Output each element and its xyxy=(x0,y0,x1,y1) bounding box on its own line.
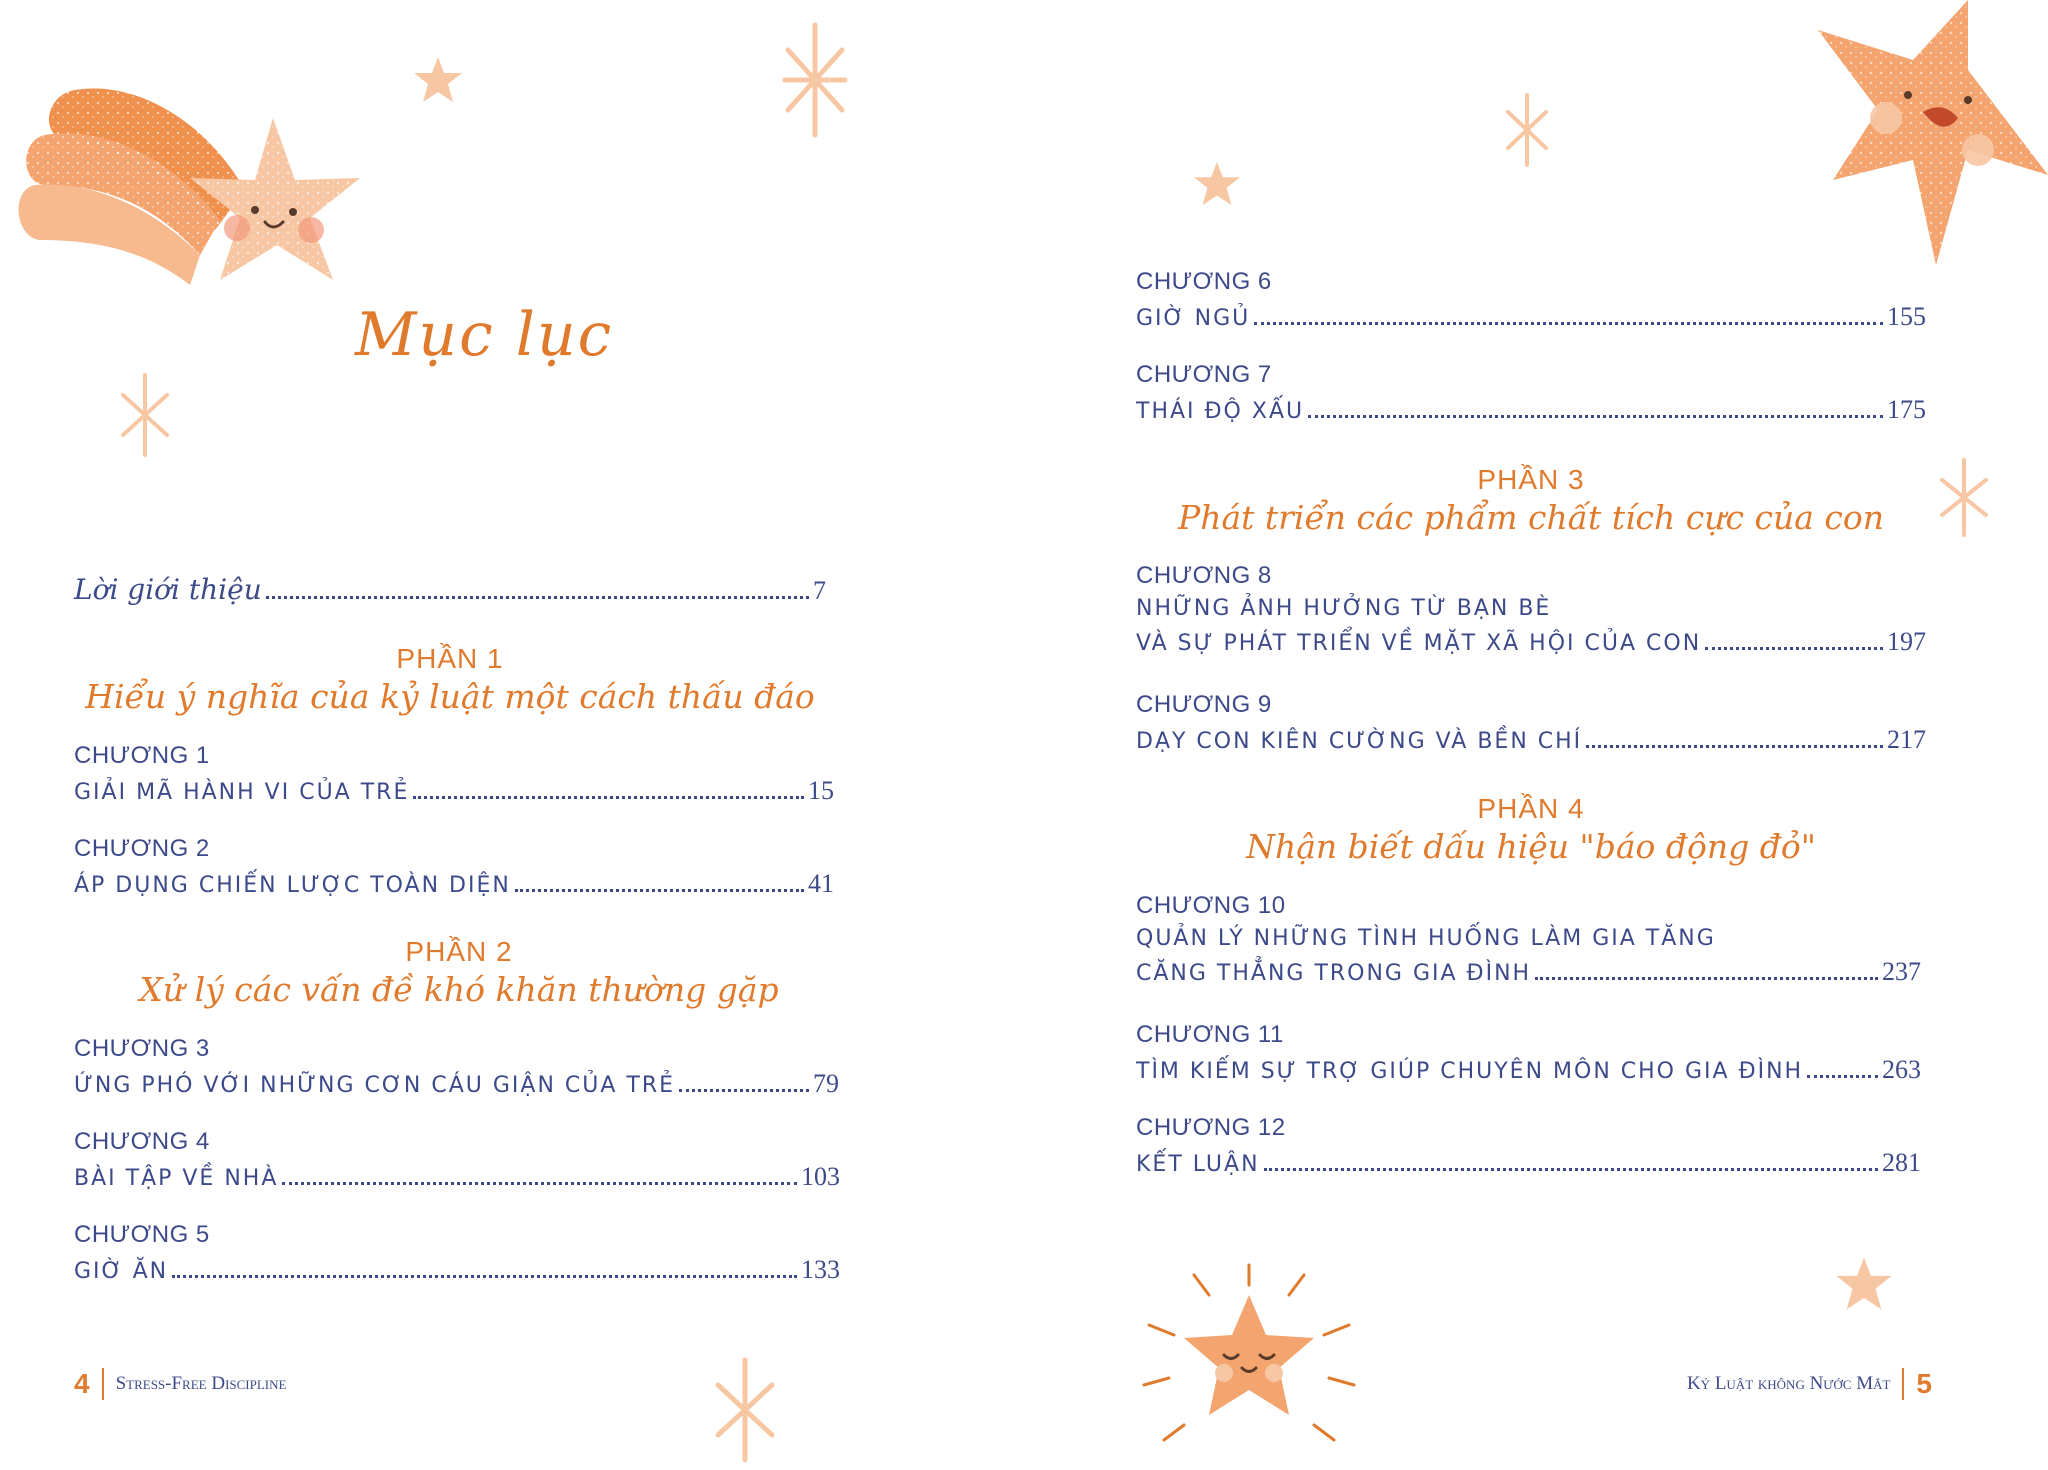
part-number: PHẦN 2 xyxy=(405,936,513,967)
toc-entry-chapter-11[interactable] xyxy=(1136,1021,1921,1085)
part-heading-4 xyxy=(1136,793,1926,866)
toc-page-number: 281 xyxy=(1882,1148,1921,1177)
toc-entry-chapter-12[interactable] xyxy=(1136,1114,1921,1178)
toc-page-number: 175 xyxy=(1887,395,1926,424)
dot-leader xyxy=(1254,322,1883,325)
toc-entry-chapter-1[interactable] xyxy=(74,742,834,806)
dot-leader xyxy=(1586,745,1883,748)
chapter-title: VÀ SỰ PHÁT TRIỂN VỀ MẶT XÃ HỘI CỦA CON xyxy=(1136,631,1702,656)
sparkle-icon xyxy=(115,370,175,460)
toc-entry-chapter-8[interactable] xyxy=(1136,562,1926,657)
part-title: Hiểu ý nghĩa của kỷ luật một cách thấu đáo xyxy=(85,677,815,716)
part-heading-2 xyxy=(74,936,844,1009)
toc-entry-chapter-9[interactable] xyxy=(1136,691,1926,755)
toc-entry-chapter-10[interactable] xyxy=(1136,892,1921,987)
left-page xyxy=(0,0,1024,1469)
sleeping-star-icon xyxy=(1124,1260,1374,1470)
chapter-title: ÁP DỤNG CHIẾN LƯỢC TOÀN DIỆN xyxy=(74,873,511,898)
chapter-number: CHƯƠNG 3 xyxy=(74,1035,210,1062)
chapter-number: CHƯƠNG 4 xyxy=(74,1128,210,1155)
footer-page-number: 4 xyxy=(74,1368,90,1399)
chapter-title: ỨNG PHÓ VỚI NHỮNG CƠN CÁU GIẬN CỦA TRẺ xyxy=(74,1073,676,1098)
dot-leader xyxy=(413,796,804,799)
chapter-number: CHƯƠNG 9 xyxy=(1136,691,1272,718)
part-heading-1 xyxy=(74,643,826,716)
chapter-number: CHƯƠNG 11 xyxy=(1136,1021,1284,1048)
sparkle-icon xyxy=(780,20,850,140)
toc-page-number: 217 xyxy=(1887,725,1926,754)
toc-page-number: 103 xyxy=(801,1162,840,1191)
page-title: Mục lục xyxy=(355,300,614,370)
toc-entry-intro[interactable] xyxy=(74,573,826,606)
chapter-number: CHƯƠNG 2 xyxy=(74,835,210,862)
small-star-icon xyxy=(1192,160,1242,208)
chapter-number: CHƯƠNG 8 xyxy=(1136,562,1272,589)
chapter-title: DẠY CON KIÊN CƯỜNG VÀ BỀN CHÍ xyxy=(1136,729,1583,754)
toc-page-number: 79 xyxy=(813,1069,839,1098)
part-number: PHẦN 1 xyxy=(396,643,504,674)
part-title: Nhận biết dấu hiệu "báo động đỏ" xyxy=(1246,827,1816,866)
toc-page-number: 155 xyxy=(1887,302,1926,331)
chapter-number: CHƯƠNG 10 xyxy=(1136,892,1286,919)
dot-leader xyxy=(172,1275,797,1278)
small-star-icon xyxy=(1834,1255,1894,1313)
running-title: Kỷ Luật không Nước Mắt xyxy=(1686,1373,1891,1394)
dot-leader xyxy=(1264,1168,1878,1171)
chapter-number: CHƯƠNG 12 xyxy=(1136,1114,1286,1141)
chapter-title: GIỜ NGỦ xyxy=(1136,306,1251,331)
dot-leader xyxy=(1705,647,1883,650)
chapter-number: CHƯƠNG 6 xyxy=(1136,268,1272,295)
page-footer xyxy=(74,1368,286,1400)
running-title: Stress-Free Discipline xyxy=(115,1373,287,1394)
toc-entry-label: Lời giới thiệu xyxy=(74,573,262,606)
toc-entry-chapter-5[interactable] xyxy=(74,1221,840,1285)
toc-page-number: 41 xyxy=(808,869,834,898)
part-heading-3 xyxy=(1136,464,1926,537)
dot-leader xyxy=(282,1182,797,1185)
toc-page-number: 133 xyxy=(801,1255,840,1284)
chapter-title: CĂNG THẲNG TRONG GIA ĐÌNH xyxy=(1136,961,1532,986)
footer-page-number: 5 xyxy=(1916,1368,1932,1399)
dot-leader xyxy=(515,889,804,892)
chapter-title-line1: QUẢN LÝ NHỮNG TÌNH HUỐNG LÀM GIA TĂNG xyxy=(1136,926,1716,951)
dot-leader xyxy=(1535,977,1878,980)
toc-entry-chapter-4[interactable] xyxy=(74,1128,840,1192)
chapter-title-line1: NHỮNG ẢNH HƯỞNG TỪ BẠN BÈ xyxy=(1136,596,1552,621)
chapter-number: CHƯƠNG 7 xyxy=(1136,361,1272,388)
sparkle-icon xyxy=(1934,455,1994,540)
chapter-title: TÌM KIẾM SỰ TRỢ GIÚP CHUYÊN MÔN CHO GIA ĐÌNH xyxy=(1136,1059,1804,1084)
dot-leader xyxy=(1807,1075,1878,1078)
dot-leader xyxy=(266,596,809,599)
toc-entry-chapter-3[interactable] xyxy=(74,1035,839,1099)
part-title: Phát triển các phẩm chất tích cực của con xyxy=(1178,498,1884,537)
part-number: PHẦN 3 xyxy=(1477,464,1585,495)
toc-entry-chapter-6[interactable] xyxy=(1136,268,1926,332)
page-footer xyxy=(1687,1368,1932,1400)
small-star-icon xyxy=(412,55,464,105)
dot-leader xyxy=(1308,415,1883,418)
sparkle-icon xyxy=(710,1355,780,1465)
sparkle-icon xyxy=(1502,90,1552,170)
chapter-title: THÁI ĐỘ XẤU xyxy=(1136,399,1305,424)
chapter-number: CHƯƠNG 5 xyxy=(74,1221,210,1248)
footer-divider xyxy=(1902,1368,1904,1400)
part-title: Xử lý các vấn đề khó khăn thường gặp xyxy=(139,970,779,1009)
chapter-title: KẾT LUẬN xyxy=(1136,1152,1260,1177)
chapter-number: CHƯƠNG 1 xyxy=(74,742,210,769)
chapter-title: GIẢI MÃ HÀNH VI CỦA TRẺ xyxy=(74,780,410,805)
toc-page-number: 15 xyxy=(808,776,834,805)
toc-page-number: 7 xyxy=(813,576,826,605)
toc-page-number: 237 xyxy=(1882,957,1921,986)
toc-page-number: 263 xyxy=(1882,1055,1921,1084)
smiling-star-icon xyxy=(1818,0,2048,270)
part-number: PHẦN 4 xyxy=(1477,793,1585,824)
chapter-title: BÀI TẬP VỀ NHÀ xyxy=(74,1166,279,1191)
footer-divider xyxy=(102,1368,104,1400)
chapter-title: GIỜ ĂN xyxy=(74,1259,169,1284)
toc-entry-chapter-2[interactable] xyxy=(74,835,834,899)
right-page xyxy=(1024,0,2048,1469)
shooting-star-icon xyxy=(15,80,385,340)
dot-leader xyxy=(679,1089,809,1092)
toc-entry-chapter-7[interactable] xyxy=(1136,361,1926,425)
toc-page-number: 197 xyxy=(1887,627,1926,656)
